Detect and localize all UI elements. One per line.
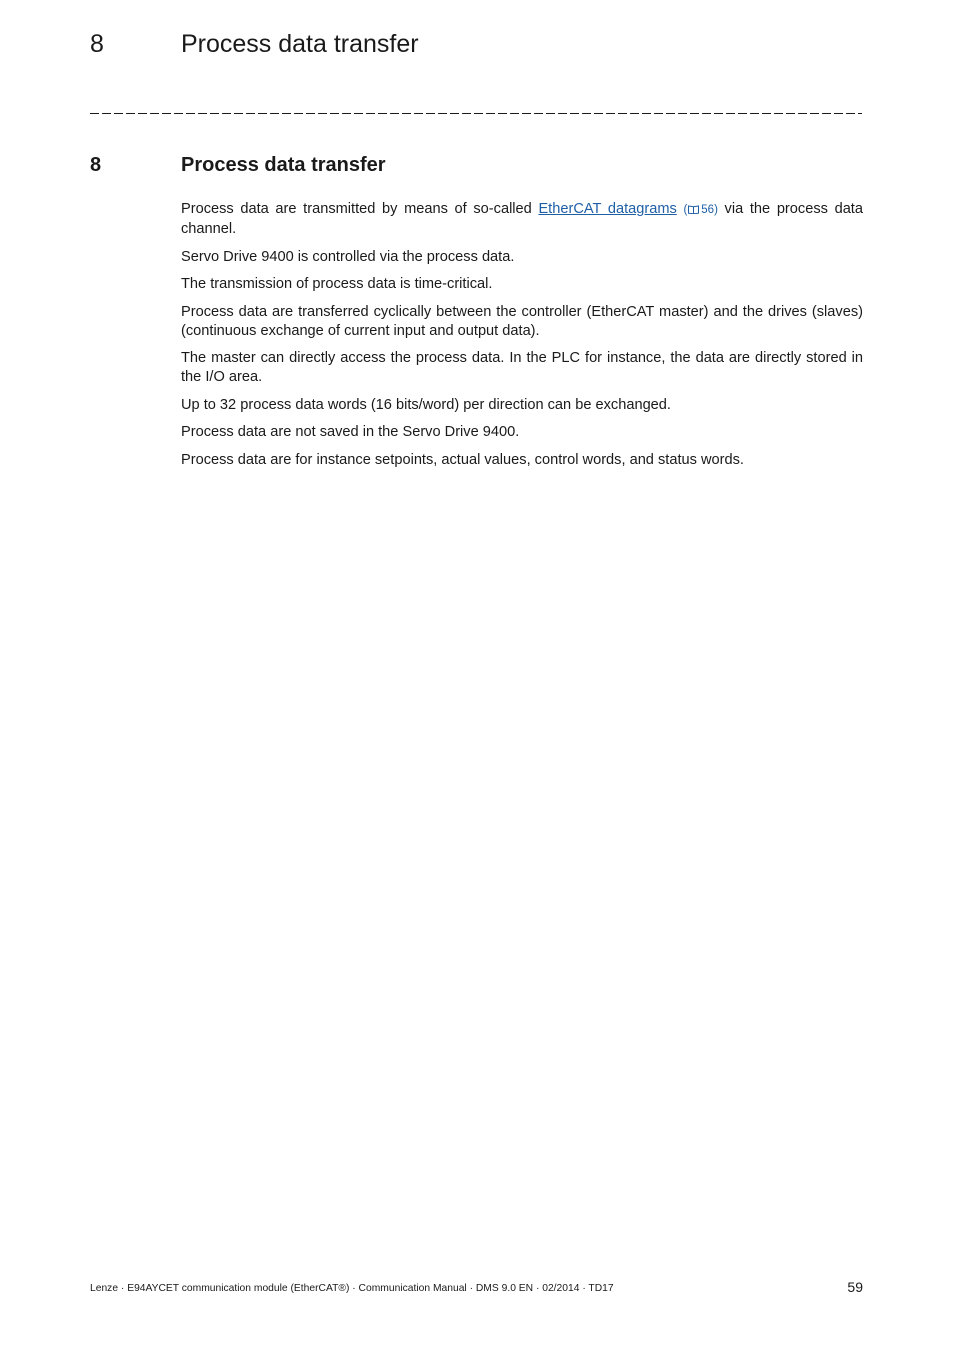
paragraph-8: Process data are for instance setpoints, actual values, control words, and status words.: [181, 451, 744, 468]
section-title: Process data transfer: [181, 154, 386, 176]
paragraph-4: Process data are transferred cyclically between the controller (EtherCAT master) and the drives (slaves) (continuous exchange of current input and output data).: [181, 303, 863, 339]
page-number: 59: [847, 1279, 863, 1295]
dashed-separator: [90, 113, 862, 114]
body-text: [181, 200, 863, 478]
section-number: 8: [90, 154, 102, 176]
paragraph-3: The transmission of process data is time-critical.: [181, 276, 493, 292]
chapter-number: 8: [90, 30, 104, 58]
ethercat-datagrams-link[interactable]: EtherCAT datagrams: [538, 201, 677, 217]
paragraph-2: Servo Drive 9400 is controlled via the process data.: [181, 248, 515, 265]
footer-text: Lenze · E94AYCET communication module (EtherCAT®) · Communication Manual · DMS 9.0 EN · 02/2014 · TD17: [90, 1283, 614, 1294]
book-icon: [688, 205, 699, 214]
page-reference[interactable]: ( 56): [683, 204, 718, 216]
paragraph-1: Process data are transmitted by means of so-called EtherCAT datagrams ( 56) via the process data channel.: [181, 201, 863, 237]
paragraph-7: Process data are not saved in the Servo Drive 9400.: [181, 424, 520, 440]
paragraph-5: The master can directly access the process data. In the PLC for instance, the data are directly stored in the I/O area.: [181, 350, 863, 385]
paragraph-6: Up to 32 process data words (16 bits/word) per direction can be exchanged.: [181, 396, 671, 413]
chapter-title: Process data transfer: [181, 30, 419, 58]
